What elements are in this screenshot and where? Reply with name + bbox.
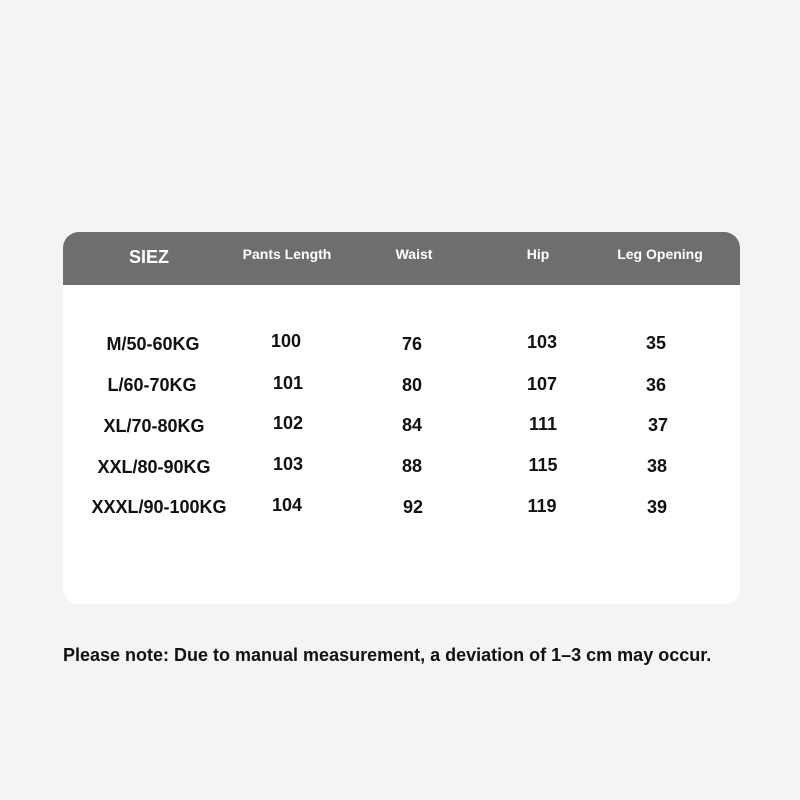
cell-waist: 76 [401, 334, 423, 354]
cell-pants-length: 101 [272, 373, 304, 393]
size-chart-card [63, 232, 740, 604]
cell-hip: 111 [528, 414, 558, 434]
cell-leg-opening: 36 [645, 375, 667, 395]
cell-pants-length: 102 [272, 413, 304, 433]
cell-size: M/50-60KG [106, 334, 200, 354]
cell-size: L/60-70KG [107, 375, 197, 395]
header-hip: Hip [526, 246, 550, 262]
measurement-note: Please note: Due to manual measurement, a deviation of 1–3 cm may occur. [63, 645, 712, 665]
cell-hip: 107 [526, 374, 558, 394]
cell-leg-opening: 39 [646, 497, 668, 517]
header-pants-length: Pants Length [242, 246, 332, 262]
cell-pants-length: 104 [271, 495, 303, 515]
cell-size: XXXL/90-100KG [91, 497, 227, 517]
cell-size: XXL/80-90KG [97, 457, 211, 477]
cell-waist: 84 [401, 415, 423, 435]
size-chart-header [63, 232, 740, 285]
header-leg-opening: Leg Opening [617, 246, 703, 262]
cell-waist: 88 [401, 456, 423, 476]
cell-pants-length: 103 [272, 454, 304, 474]
cell-waist: 92 [402, 497, 424, 517]
header-size: SIEZ [128, 247, 170, 267]
header-waist: Waist [395, 246, 433, 262]
cell-pants-length: 100 [270, 331, 302, 351]
cell-leg-opening: 38 [646, 456, 668, 476]
cell-hip: 119 [527, 496, 557, 516]
cell-leg-opening: 37 [647, 415, 669, 435]
cell-size: XL/70-80KG [103, 416, 205, 436]
cell-hip: 115 [528, 455, 558, 475]
cell-waist: 80 [401, 375, 423, 395]
cell-hip: 103 [526, 332, 558, 352]
cell-leg-opening: 35 [645, 333, 667, 353]
